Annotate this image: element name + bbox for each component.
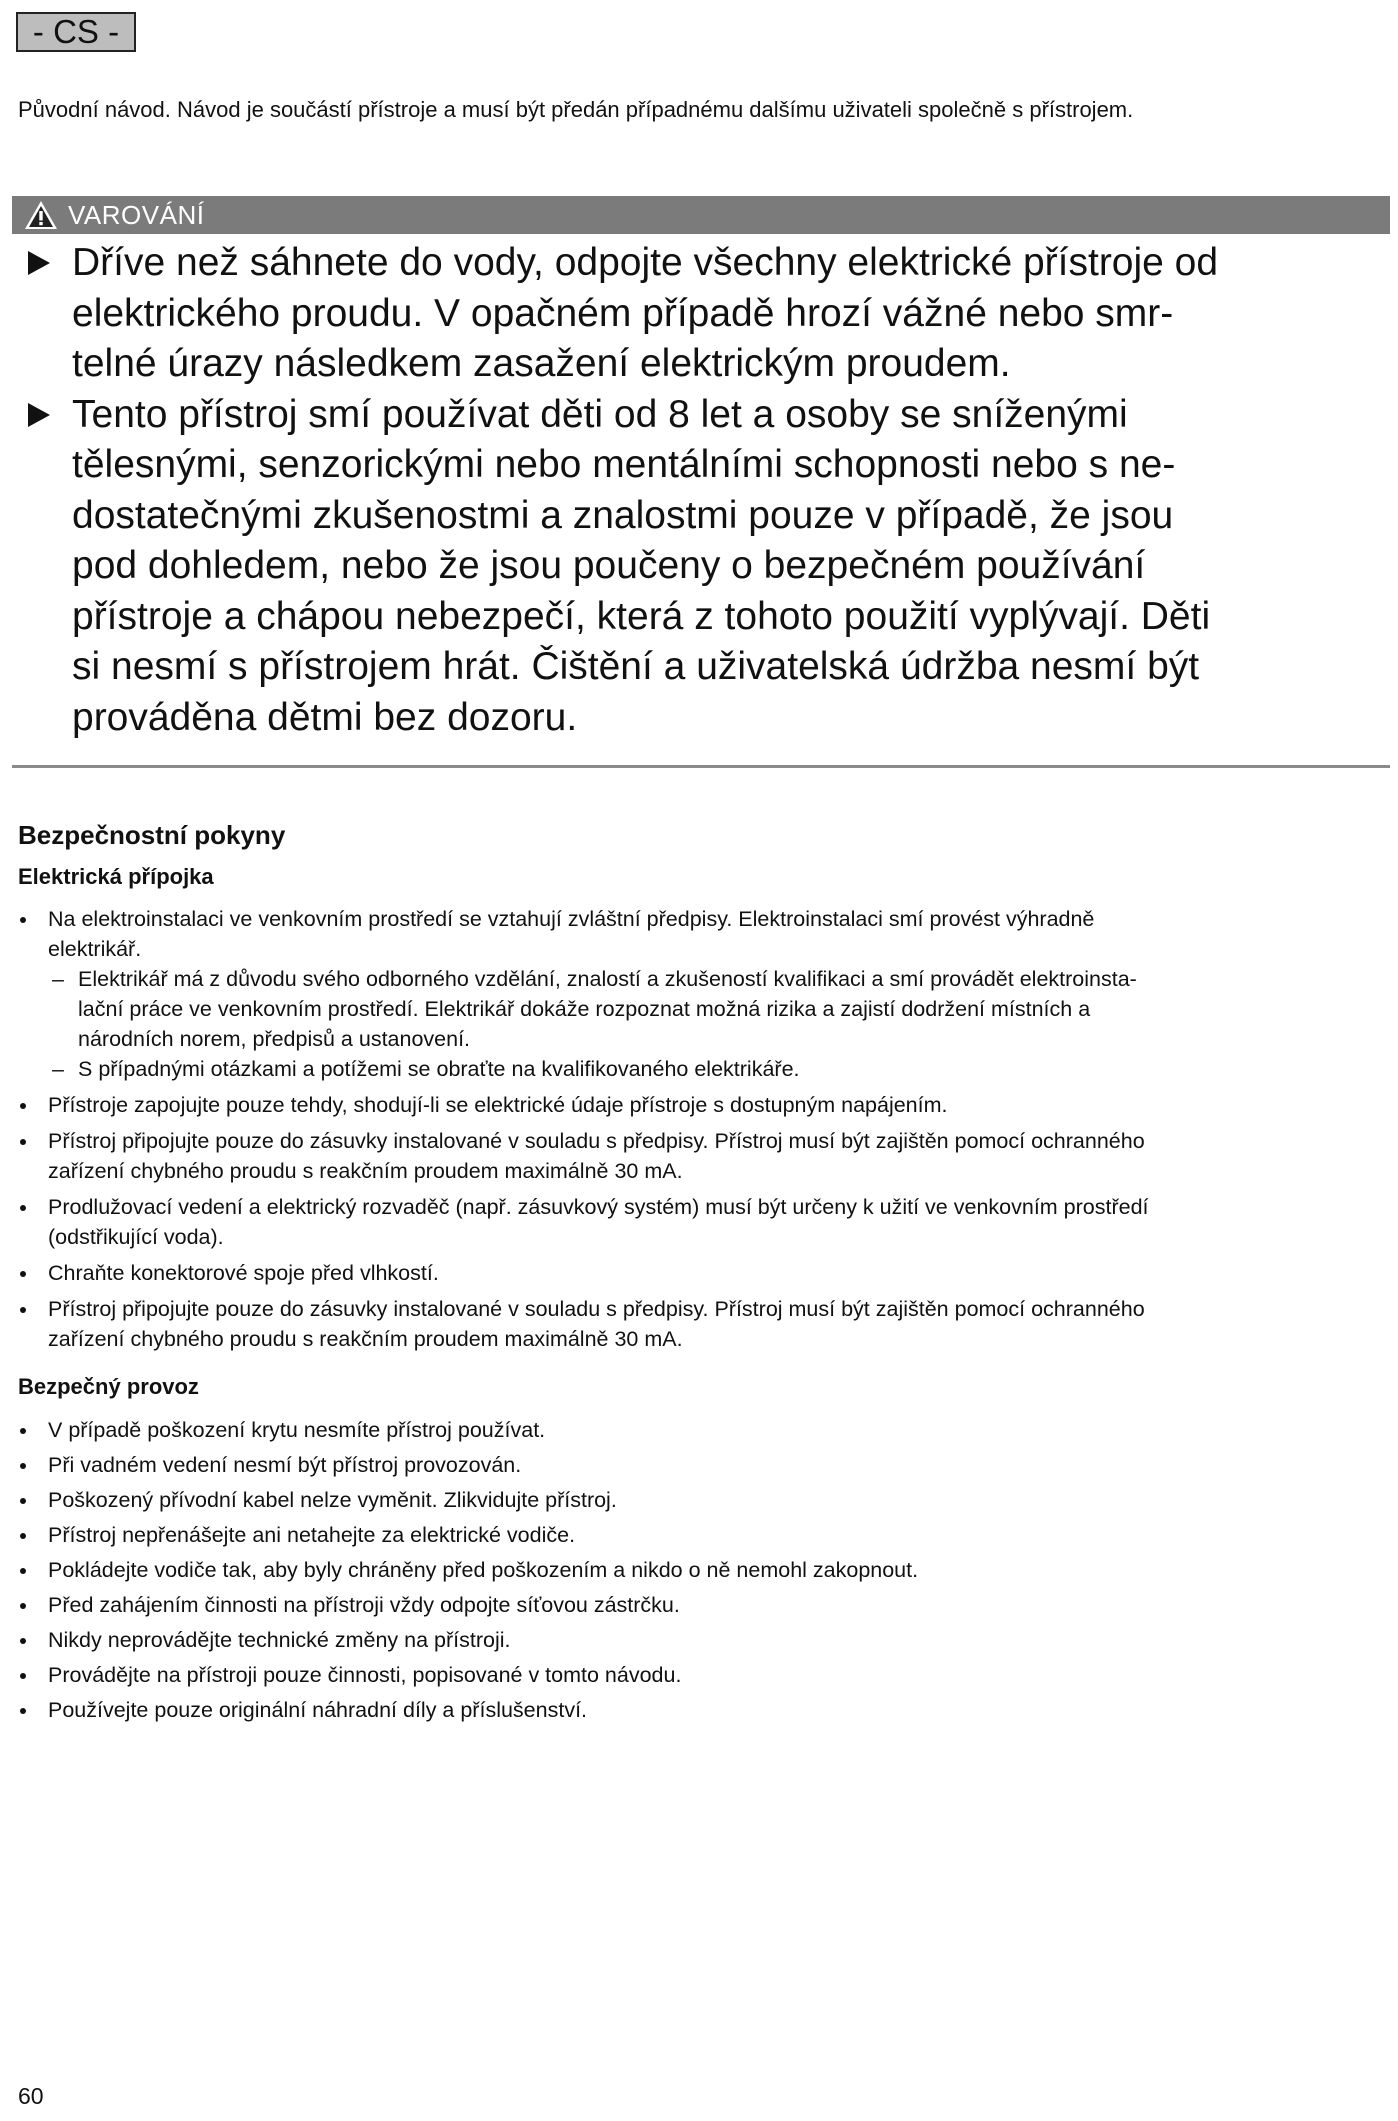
- list-line: elektrikář.: [48, 937, 142, 961]
- bullet-dot-icon: [20, 1307, 26, 1313]
- list-item: [16, 1294, 1386, 1354]
- bullet-dot-icon: [20, 1568, 26, 1574]
- list-line: S případnými otázkami a potížemi se obraťte na kvalifikovaného elektrikáře.: [78, 1057, 800, 1081]
- dash-bullet: –: [52, 1057, 64, 1081]
- list-line: Provádějte na přístroji pouze činnosti, popisované v tomto návodu.: [48, 1663, 682, 1687]
- list-line: Před zahájením činnosti na přístroji vždy odpojte síťovou zástrčku.: [48, 1593, 680, 1617]
- language-badge: - CS -: [16, 12, 136, 52]
- list-line: Poškozený přívodní kabel nelze vyměnit. Zlikvidujte přístroj.: [48, 1488, 617, 1512]
- list-item: [16, 1090, 1386, 1120]
- warning-line: dostatečnými zkušenostmi a znalostmi pouze v případě, že jsou: [72, 493, 1174, 537]
- list-line: lační práce ve venkovním prostředí. Elektrikář dokáže rozpoznat možná rizika a zajistí dodržení místních a: [78, 997, 1091, 1021]
- bullet-dot-icon: [20, 1139, 26, 1145]
- list-line: zařízení chybného proudu s reakčním proudem maximálně 30 mA.: [48, 1327, 683, 1351]
- list-line: Přístroj nepřenášejte ani netahejte za elektrické vodiče.: [48, 1523, 576, 1547]
- warning-line: přístroje a chápou nebezpečí, která z tohoto použití vyplývají. Děti: [72, 594, 1211, 638]
- bullet-dot-icon: [20, 1205, 26, 1211]
- warning-line: tělesnými, senzorickými nebo mentálními schopnosti nebo s ne-: [72, 443, 1176, 486]
- list-line: Přístroj připojujte pouze do zásuvky instalované v souladu s předpisy. Přístroj musí být zajištěn pomocí ochranného: [48, 1129, 1145, 1153]
- warning-item: [20, 238, 1390, 390]
- warning-line: prováděna dětmi bez dozoru.: [72, 695, 578, 739]
- list-line: zařízení chybného proudu s reakčním proudem maximálně 30 mA.: [48, 1159, 683, 1183]
- list-line: národních norem, předpisů a ustanovení.: [78, 1027, 471, 1051]
- list-line: (odstřikující voda).: [48, 1225, 224, 1249]
- list-item: [16, 1555, 1386, 1585]
- warning-line: elektrického proudu. V opačném případě hrozí vážné nebo smr-: [72, 291, 1174, 335]
- bullet-dot-icon: [20, 1271, 26, 1277]
- list-item: [16, 1192, 1386, 1252]
- bullet-dot-icon: [20, 1463, 26, 1469]
- list-line: Nikdy neprovádějte technické změny na přístroji.: [48, 1628, 511, 1652]
- operation-list: [16, 1415, 1386, 1730]
- warning-list: [20, 238, 1390, 743]
- list-line: Prodlužovací vedení a elektrický rozvaděč (např. zásuvkový systém) musí být určeny k užití ve venkovním prostředí: [48, 1195, 1149, 1219]
- bullet-dot-icon: [20, 1708, 26, 1714]
- bullet-dot-icon: [20, 1428, 26, 1434]
- list-line: Chraňte konektorové spoje před vlhkostí.: [48, 1261, 439, 1285]
- sub-list-item: [16, 1054, 1386, 1084]
- bullet-dot-icon: [20, 1498, 26, 1504]
- sub-list-item: [16, 964, 1386, 1054]
- warning-triangle-icon: [24, 200, 58, 230]
- bullet-dot-icon: [20, 917, 26, 923]
- list-line: Elektrikář má z důvodu svého odborného vzdělání, znalostí a zkušeností kvalifikaci a smí provádět elektroinsta-: [78, 967, 1137, 991]
- warning-title: VAROVÁNÍ: [68, 199, 205, 230]
- list-item: [16, 1520, 1386, 1550]
- list-line: Pokládejte vodiče tak, aby byly chráněny před poškozením a nikdo o ně nemohl zakopnout.: [48, 1558, 919, 1582]
- list-item: [16, 1126, 1386, 1186]
- list-line: Přístroje zapojujte pouze tehdy, shodují-li se elektrické údaje přístroje s dostupným napájením.: [48, 1093, 948, 1117]
- list-item: [16, 1450, 1386, 1480]
- bullet-dot-icon: [20, 1638, 26, 1644]
- list-line: Přístroj připojujte pouze do zásuvky instalované v souladu s předpisy. Přístroj musí být zajištěn pomocí ochranného: [48, 1297, 1145, 1321]
- section-title: Bezpečnostní pokyny: [18, 820, 286, 850]
- list-item: [16, 1485, 1386, 1515]
- arrow-bullet-icon: [28, 251, 50, 275]
- warning-banner: [12, 196, 1390, 234]
- warning-line: Tento přístroj smí používat děti od 8 let a osoby se sníženými: [72, 392, 1128, 436]
- list-item: [16, 1695, 1386, 1725]
- warning-item: [20, 390, 1390, 744]
- warning-line: si nesmí s přístrojem hrát. Čištění a uživatelská údržba nesmí být: [72, 645, 1200, 688]
- warning-line: pod dohledem, nebo že jsou poučeny o bezpečném používání: [72, 544, 1146, 587]
- intro-text: Původní návod. Návod je součástí přístroje a musí být předán případnému dalšímu uživateli společně s přístrojem.: [18, 97, 1134, 122]
- dash-bullet: –: [52, 967, 64, 991]
- list-item: [16, 904, 1386, 964]
- subsection-title-operation: Bezpečný provoz: [18, 1374, 199, 1399]
- bullet-dot-icon: [20, 1533, 26, 1539]
- page-number: 60: [18, 2083, 44, 2109]
- list-item: [16, 1590, 1386, 1620]
- arrow-bullet-icon: [28, 403, 50, 427]
- list-line: Používejte pouze originální náhradní díly a příslušenství.: [48, 1698, 588, 1722]
- bullet-dot-icon: [20, 1103, 26, 1109]
- electrical-list: [16, 904, 1386, 1354]
- list-item: [16, 1660, 1386, 1690]
- bullet-dot-icon: [20, 1603, 26, 1609]
- warning-line: Dříve než sáhnete do vody, odpojte všechny elektrické přístroje od: [72, 241, 1219, 284]
- list-item: [16, 1415, 1386, 1445]
- list-line: Na elektroinstalaci ve venkovním prostředí se vztahují zvláštní předpisy. Elektroinstalaci smí provést výhradně: [48, 907, 1095, 931]
- list-item: [16, 1258, 1386, 1288]
- subsection-title-electrical: Elektrická přípojka: [18, 864, 214, 889]
- warning-line: telné úrazy následkem zasažení elektrickým proudem.: [72, 342, 1011, 385]
- bullet-dot-icon: [20, 1673, 26, 1679]
- list-line: Při vadném vedení nesmí být přístroj provozován.: [48, 1453, 522, 1477]
- section-divider: [12, 765, 1390, 768]
- list-line: V případě poškození krytu nesmíte přístroj používat.: [48, 1418, 546, 1442]
- list-item: [16, 1625, 1386, 1655]
